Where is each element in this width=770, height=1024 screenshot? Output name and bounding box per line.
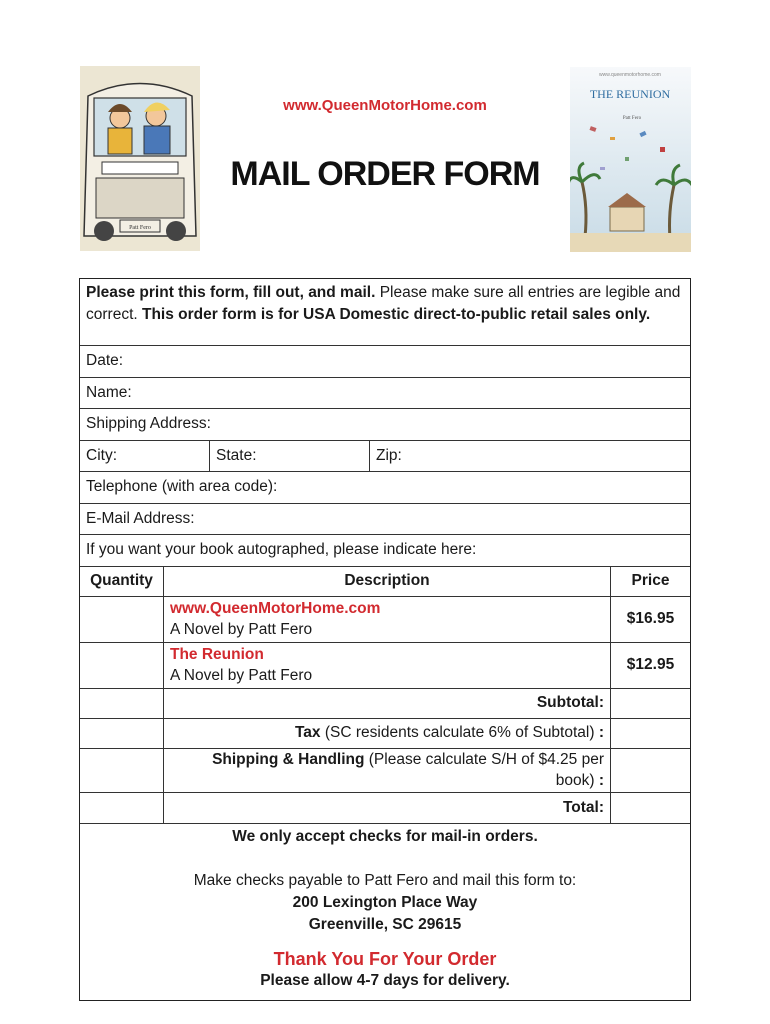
subtotal-blank [80, 689, 164, 719]
shipping-input[interactable] [611, 749, 690, 793]
quantity-input-product-2[interactable] [80, 643, 164, 689]
tax-blank [80, 719, 164, 749]
total-label: Total: [164, 793, 611, 824]
book-cover-queen-motor-home [80, 66, 200, 251]
shipping-address-label: Shipping Address: [86, 415, 211, 433]
city-label: City: [86, 446, 117, 464]
product-2-title: The Reunion [170, 645, 264, 663]
payable-to-text: Make checks payable to Patt Fero and mail this form to: [193, 871, 577, 889]
product-1-title[interactable]: www.QueenMotorHome.com [170, 599, 381, 617]
zip-label: Zip: [376, 446, 402, 464]
telephone-label: Telephone (with area code): [86, 478, 278, 496]
checks-only-notice: We only accept checks for mail-in orders. [232, 827, 538, 845]
shipping-text: (Please calculate S/H of $4.25 per book) [364, 751, 604, 789]
cover-left-caption: Patt Fero [129, 225, 151, 231]
quantity-input-product-1[interactable] [80, 597, 164, 643]
shipping-handling-label [164, 749, 611, 793]
product-1-price: $16.95 [611, 597, 690, 643]
shipping-blank [80, 749, 164, 793]
site-url[interactable]: www.QueenMotorHome.com [283, 97, 487, 114]
tax-text: (SC residents calculate 6% of Subtotal) [320, 724, 599, 741]
state-label: State: [216, 446, 257, 464]
tax-bold: Tax [294, 724, 321, 741]
city-state-zip-row [80, 441, 690, 473]
product-1-description [164, 597, 611, 643]
instructions-bold-1: Please print this form, fill out, and mail. [86, 284, 376, 301]
date-field[interactable] [80, 346, 690, 378]
price-header: Price [611, 567, 690, 597]
total-blank [80, 793, 164, 824]
description-header: Description [164, 567, 611, 597]
book-cover-the-reunion [570, 67, 691, 252]
subtotal-label: Subtotal: [164, 689, 611, 719]
payment-instructions [80, 824, 690, 1000]
cover-right-title: THE REUNION [589, 87, 671, 101]
telephone-field[interactable] [80, 472, 690, 504]
zip-field[interactable] [370, 441, 690, 472]
product-2-subtitle: A Novel by Patt Fero [170, 666, 313, 684]
autograph-label: If you want your book autographed, please indicate here: [86, 541, 477, 559]
cover-right-url: www.queenmotorhome.com [599, 72, 661, 78]
delivery-notice: Please allow 4-7 days for delivery. [260, 971, 510, 989]
quantity-header: Quantity [80, 567, 164, 597]
page-title: MAIL ORDER FORM [230, 155, 540, 193]
shipping-colon: : [598, 772, 604, 789]
form-instructions [80, 279, 690, 346]
tax-label [164, 719, 611, 749]
name-field[interactable] [80, 378, 690, 410]
product-1-subtitle: A Novel by Patt Fero [170, 620, 313, 638]
tax-input[interactable] [611, 719, 690, 749]
shipping-address-field[interactable] [80, 409, 690, 441]
mailing-city-state-zip: Greenville, SC 29615 [308, 915, 462, 933]
instructions-bold-2: This order form is for USA Domestic direct-to-public retail sales only. [141, 305, 651, 323]
city-field[interactable] [80, 441, 210, 472]
shipping-bold: Shipping & Handling [212, 751, 365, 768]
autograph-field[interactable] [80, 535, 690, 567]
tax-colon: : [598, 724, 604, 741]
product-2-price: $12.95 [611, 643, 690, 689]
product-2-description [164, 643, 611, 689]
mailing-street: 200 Lexington Place Way [292, 893, 478, 911]
email-label: E-Mail Address: [86, 509, 195, 527]
name-label: Name: [86, 383, 132, 401]
total-input[interactable] [611, 793, 690, 824]
order-form [79, 278, 691, 1001]
subtotal-input[interactable] [611, 689, 690, 719]
order-table [80, 567, 690, 824]
thank-you-text: Thank You For Your Order [273, 948, 497, 969]
state-field[interactable] [210, 441, 370, 472]
instructions-text: Please make sure all entries are legible and correct. [86, 284, 681, 323]
date-label: Date: [86, 352, 124, 370]
cover-right-author: Patt Fero [622, 116, 642, 121]
email-field[interactable] [80, 504, 690, 536]
